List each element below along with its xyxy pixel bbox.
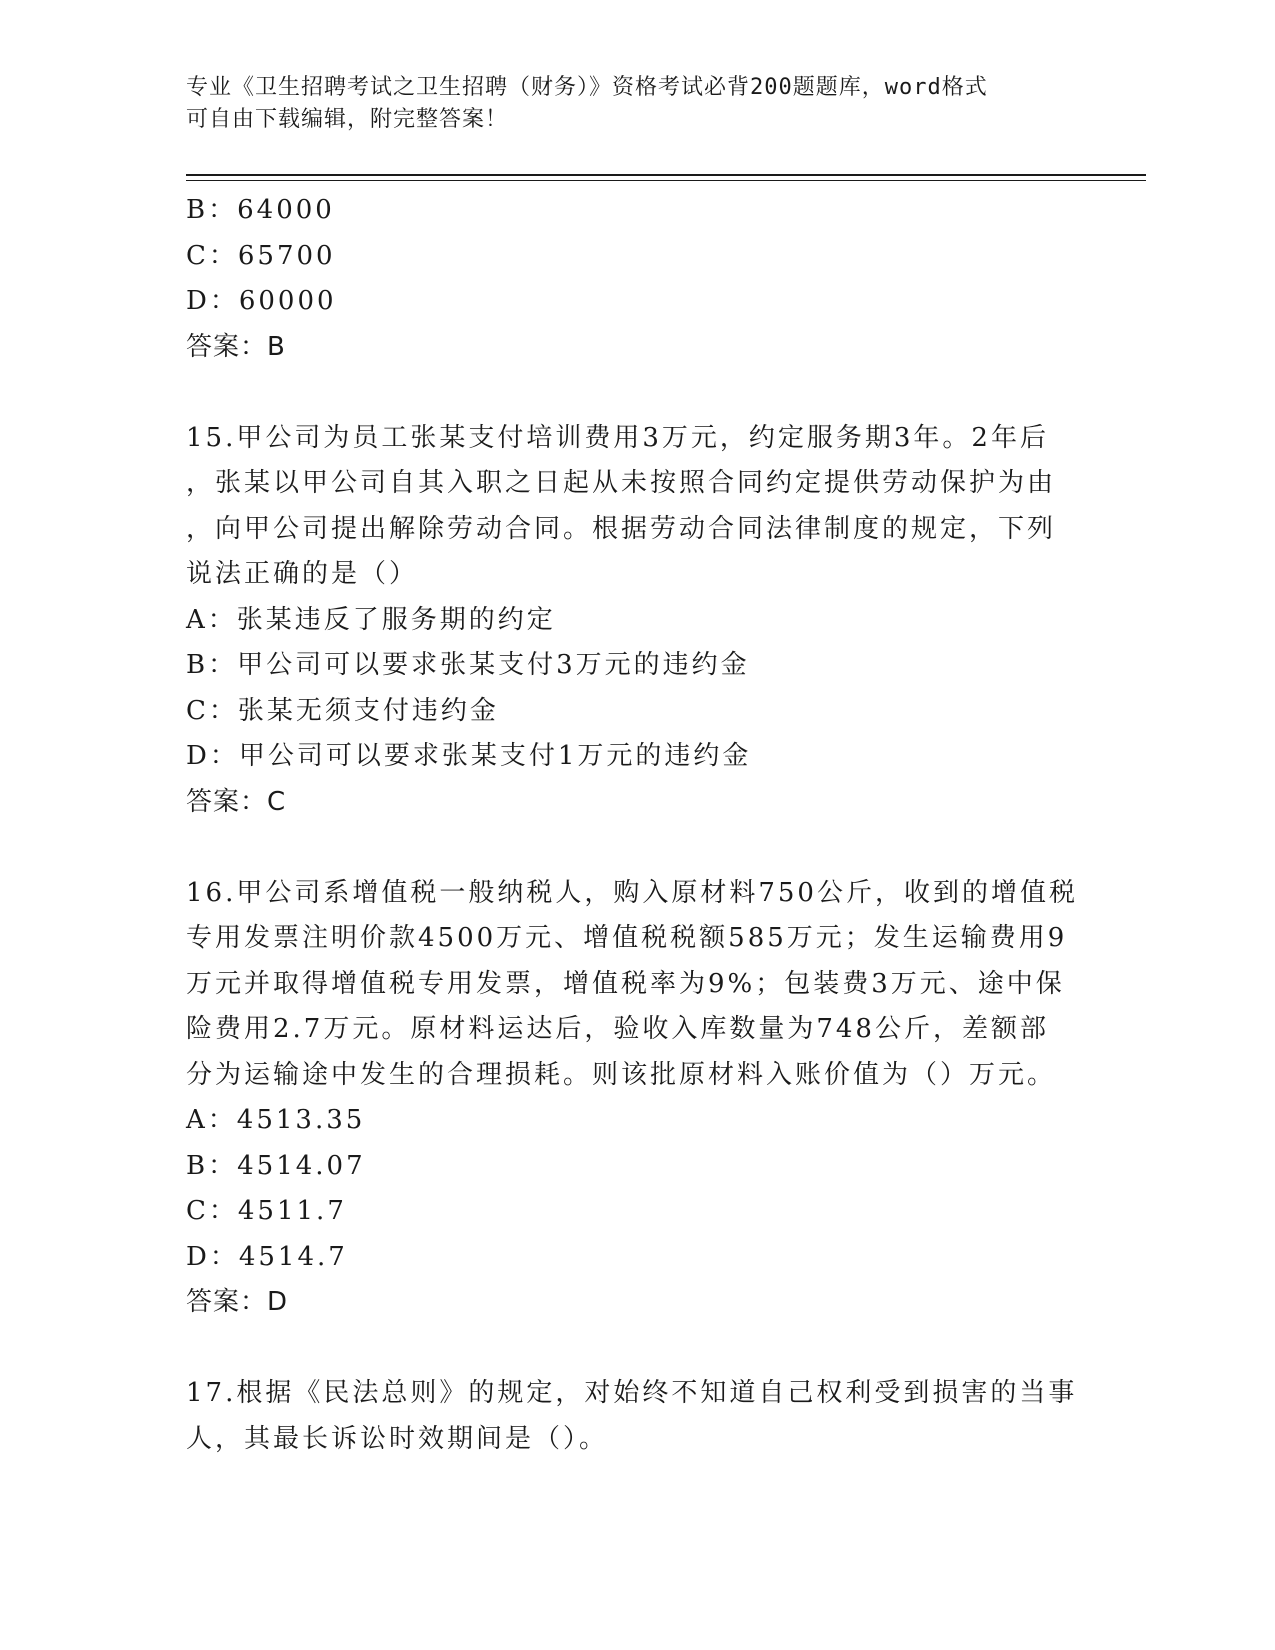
option-a: A：张某违反了服务期的约定 (186, 604, 556, 635)
option-d: D：甲公司可以要求张某支付1万元的违约金 (186, 741, 752, 771)
spacer (186, 1326, 1086, 1372)
question-15-block (186, 416, 1086, 826)
header-rule-thin (186, 180, 1146, 181)
header-rule-thick (186, 174, 1146, 176)
question-16-line-5: 分为运输途中发生的合理损耗。则该批原材料入账价值为（）万元。 (186, 1059, 1057, 1090)
answer-line: 答案：B (186, 331, 286, 362)
option-c: C：张某无须支付违约金 (186, 695, 499, 726)
question-16-line-3: 万元并取得增值税专用发票，增值税率为9%；包装费3万元、途中保 (186, 968, 1065, 999)
option-d: D：60000 (186, 286, 337, 316)
header-line-2: 可自由下载编辑，附完整答案！ (186, 107, 509, 132)
option-c: C：4511.7 (186, 1196, 347, 1226)
option-b: B：甲公司可以要求张某支付3万元的违约金 (186, 650, 750, 680)
question-16-line-2: 专用发票注明价款4500万元、增值税税额585万元；发生运输费用9 (186, 923, 1068, 953)
question-17-line-1: 17.根据《民法总则》的规定，对始终不知道自己权利受到损害的当事 (186, 1378, 1078, 1408)
spacer (186, 825, 1086, 871)
question-16-line-4: 险费用2.7万元。原材料运达后，验收入库数量为748公斤，差额部 (186, 1014, 1049, 1044)
option-b: B：4514.07 (186, 1150, 366, 1181)
question-15-line-4: 说法正确的是（） (186, 559, 419, 589)
question-15-line-2: ，张某以甲公司自其入职之日起从未按照合同约定提供劳动保护为由 (186, 468, 1057, 498)
option-c: C：65700 (186, 240, 336, 271)
option-a: A：4513.35 (186, 1105, 366, 1135)
header-line-1: 专业《卫生招聘考试之卫生招聘（财务）》资格考试必背200题题库，word格式 (186, 75, 988, 100)
question-16-block (186, 871, 1086, 1326)
document-header (186, 72, 1066, 136)
question-15-line-3: ，向甲公司提出解除劳动合同。根据劳动合同法律制度的规定，下列 (186, 513, 1057, 544)
prev-question-block (186, 188, 1086, 370)
question-16-line-1: 16.甲公司系增值税一般纳税人，购入原材料750公斤，收到的增值税 (186, 877, 1078, 908)
option-b: B：64000 (186, 195, 335, 225)
spacer (186, 370, 1086, 416)
question-17-block (186, 1371, 1086, 1462)
question-15-line-1: 15.甲公司为员工张某支付培训费用3万元，约定服务期3年。2年后 (186, 422, 1049, 453)
question-17-line-2: 人，其最长诉讼时效期间是（）。 (186, 1423, 609, 1454)
answer-line: 答案：C (186, 786, 287, 817)
answer-line: 答案：D (186, 1287, 289, 1317)
option-d: D：4514.7 (186, 1241, 348, 1272)
question-content (186, 188, 1086, 1462)
